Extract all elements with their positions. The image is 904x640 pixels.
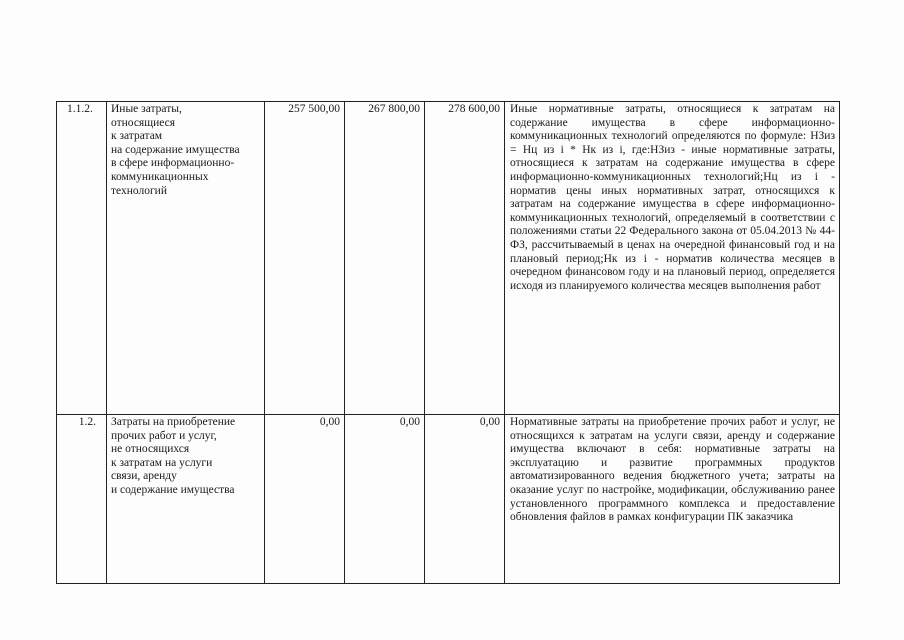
row-name: [107, 415, 265, 584]
row-name-line: и содержание имущества: [111, 483, 235, 496]
value-year-3: 278 600,00: [425, 102, 505, 415]
row-description: [505, 415, 840, 584]
description-text: Иные нормативные затраты, относящиеся к затратам на содержание имущества в сфере информационно-коммуникационных технологий определяются по формуле: НЗиз = Нц из i * Нк из i, где:НЗиз - иные нормативные затраты, относящиеся к затратам на содержание имущества в сфере информационно-коммуникационных технологий;Нц из i - норматив цены иных нормативных затрат, относящихся к затратам на содержание имущества в сфере информационно-коммуникационных технологий, определяемый в соответствии с положениями статьи 22 Федерального закона от 05.04.2013 № 44-ФЗ, рассчитываемый в ценах на очередной финансовый год и на плановый период;Нк из i - норматив количества месяцев в очередном финансовом году и на плановый период, определяется исходя из планируемого количества месяцев выполнения работ: [510, 103, 835, 292]
row-name-line: Затраты на приобретение: [111, 416, 236, 428]
row-name-line: коммуникационных: [111, 170, 209, 183]
row-name-line: к затратам: [111, 130, 163, 143]
row-name-line: технологий: [111, 184, 167, 197]
value-year-1: 0,00: [265, 415, 345, 584]
row-name-line: относящиеся: [111, 116, 176, 129]
row-name-line: связи, аренду: [111, 470, 177, 483]
row-name-line: не относящихся: [111, 443, 190, 456]
row-number: [57, 415, 107, 584]
budget-table: [56, 101, 840, 584]
row-description: [505, 102, 840, 415]
row-number: 1.1.2.: [57, 102, 107, 415]
row-name-line: на содержание имущества: [111, 143, 240, 156]
value-year-2: 0,00: [345, 415, 425, 584]
row-name-line: прочих работ и услуг,: [111, 429, 217, 442]
value-year-2: 267 800,00: [345, 102, 425, 415]
row-name-line: к затратам на услуги: [111, 456, 213, 469]
row-name-line: Иные затраты,: [111, 103, 182, 115]
value-year-3: 0,00: [425, 415, 505, 584]
row-number-text: 1.2.: [78, 416, 96, 428]
table-row: [57, 415, 840, 584]
value-year-1: 257 500,00: [265, 102, 345, 415]
table-row: [57, 102, 840, 415]
row-name: [107, 102, 265, 415]
description-text: Нормативные затраты на приобретение прочих работ и услуг, не относящихся к затратам на услуги связи, аренду и содержание имущества включают в себя: нормативные затраты на эксплуатацию и развитие программных продуктов автоматизированного ведения бюджетного учета; затраты на оказание услуг по настройке, модификации, обслуживанию ранее установленного программного комплекса и предоставление обновления файлов в рамках конфигурации ПК заказчика: [510, 416, 835, 524]
row-name-line: в сфере информационно-: [111, 157, 235, 170]
